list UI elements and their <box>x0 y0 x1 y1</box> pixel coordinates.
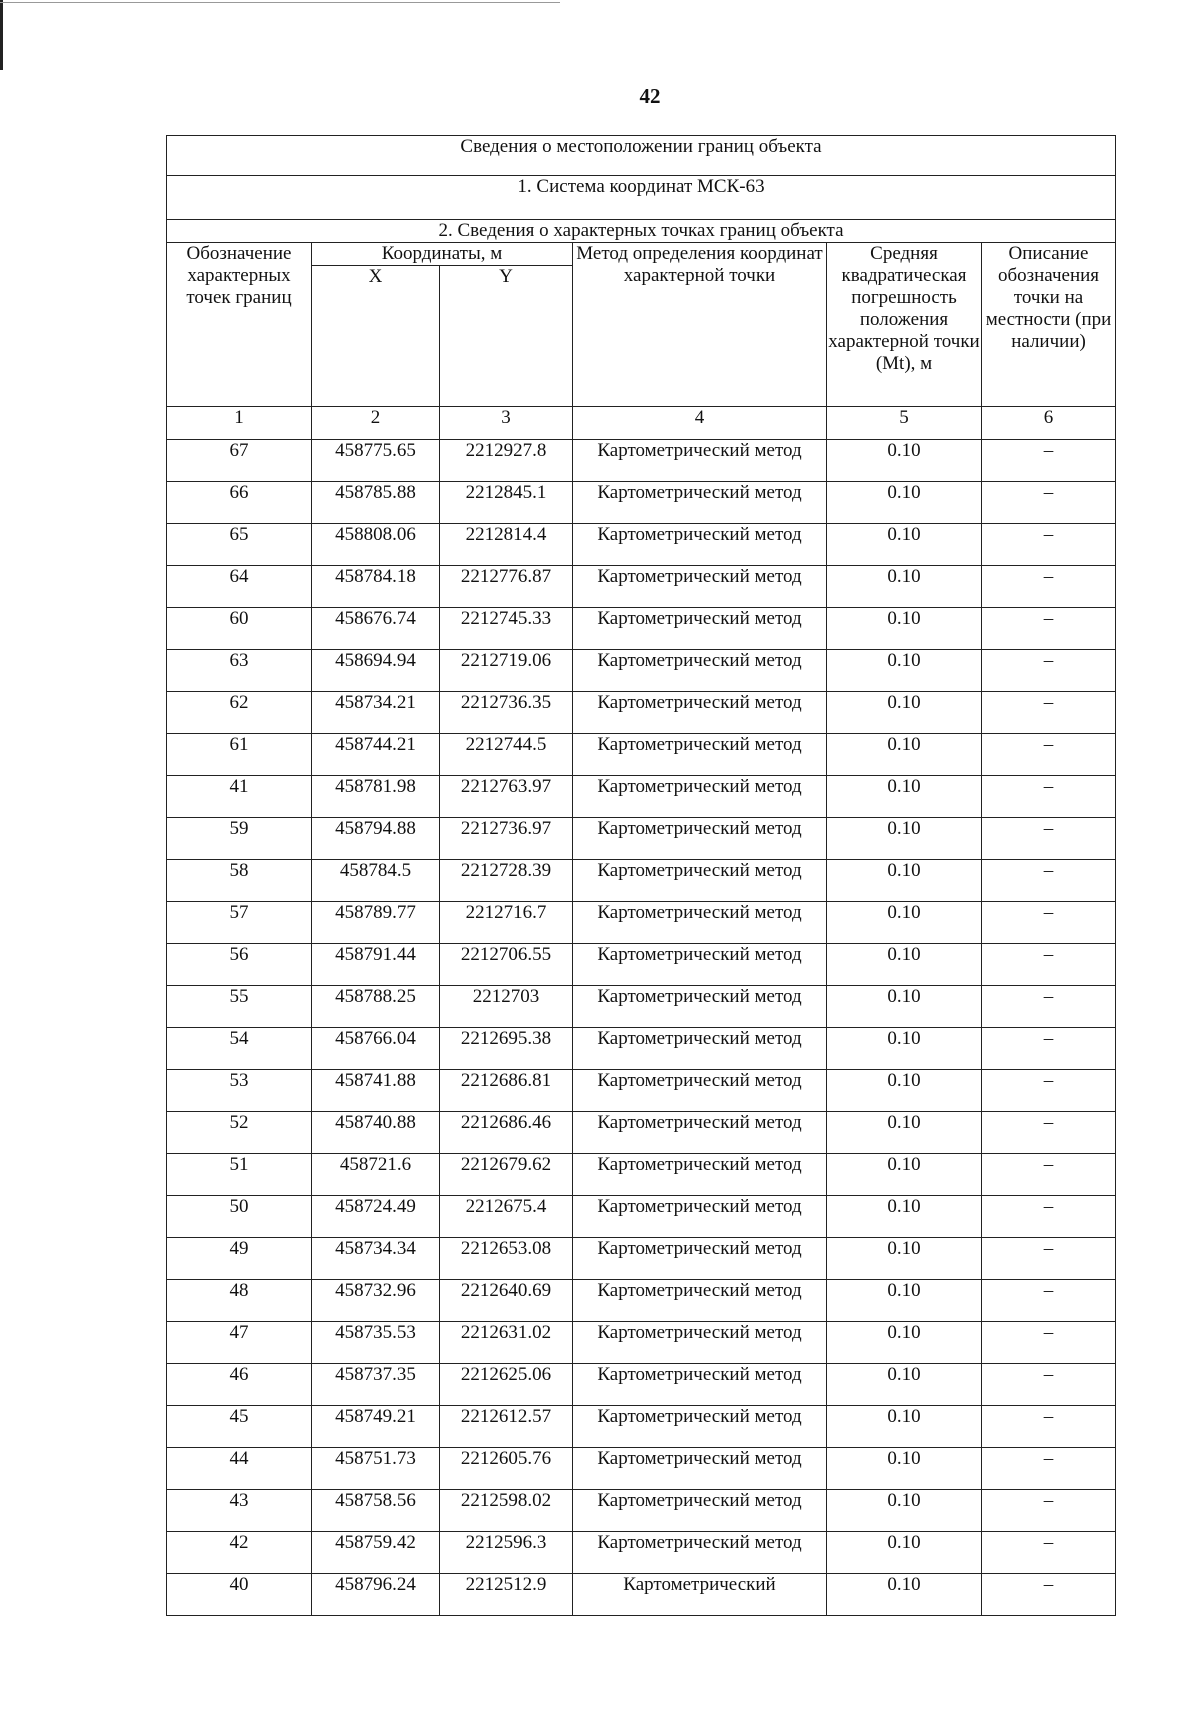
method-cell: Картометрический метод <box>573 1154 827 1196</box>
y-coordinate-cell: 2212776.87 <box>440 566 573 608</box>
header-point-designation: Обозначение характерных точек границ <box>167 243 312 407</box>
accuracy-cell: 0.10 <box>827 1112 982 1154</box>
method-cell: Картометрический <box>573 1574 827 1616</box>
table-row <box>167 734 1116 776</box>
y-coordinate-cell: 2212625.06 <box>440 1364 573 1406</box>
accuracy-cell: 0.10 <box>827 566 982 608</box>
accuracy-cell: 0.10 <box>827 1406 982 1448</box>
x-coordinate-cell: 458788.25 <box>312 986 440 1028</box>
y-coordinate-cell: 2212686.81 <box>440 1070 573 1112</box>
point-id-cell: 55 <box>167 986 312 1028</box>
point-id-cell: 41 <box>167 776 312 818</box>
coord-system: 1. Система координат МСК-63 <box>167 176 1116 220</box>
x-coordinate-cell: 458791.44 <box>312 944 440 986</box>
table-row <box>167 944 1116 986</box>
description-cell: – <box>982 1490 1116 1532</box>
header-description: Описание обозначения точки на местности (при наличии) <box>982 243 1116 407</box>
description-cell: – <box>982 986 1116 1028</box>
point-id-cell: 43 <box>167 1490 312 1532</box>
accuracy-cell: 0.10 <box>827 1322 982 1364</box>
method-cell: Картометрический метод <box>573 692 827 734</box>
method-cell: Картометрический метод <box>573 1364 827 1406</box>
y-coordinate-cell: 2212631.02 <box>440 1322 573 1364</box>
point-id-cell: 49 <box>167 1238 312 1280</box>
description-cell: – <box>982 1196 1116 1238</box>
x-coordinate-cell: 458796.24 <box>312 1574 440 1616</box>
description-cell: – <box>982 1406 1116 1448</box>
description-cell: – <box>982 1364 1116 1406</box>
table-row <box>167 1448 1116 1490</box>
x-coordinate-cell: 458785.88 <box>312 482 440 524</box>
accuracy-cell: 0.10 <box>827 1490 982 1532</box>
y-coordinate-cell: 2212763.97 <box>440 776 573 818</box>
table-row <box>167 818 1116 860</box>
y-coordinate-cell: 2212596.3 <box>440 1532 573 1574</box>
accuracy-cell: 0.10 <box>827 608 982 650</box>
accuracy-cell: 0.10 <box>827 1070 982 1112</box>
point-id-cell: 65 <box>167 524 312 566</box>
x-coordinate-cell: 458759.42 <box>312 1532 440 1574</box>
y-coordinate-cell: 2212512.9 <box>440 1574 573 1616</box>
boundary-points-table <box>166 135 1116 1616</box>
accuracy-cell: 0.10 <box>827 1532 982 1574</box>
table-row <box>167 1490 1116 1532</box>
col-number: 4 <box>573 407 827 440</box>
description-cell: – <box>982 1238 1116 1280</box>
point-id-cell: 58 <box>167 860 312 902</box>
description-cell: – <box>982 650 1116 692</box>
point-id-cell: 62 <box>167 692 312 734</box>
scan-top-line <box>0 2 560 3</box>
point-id-cell: 54 <box>167 1028 312 1070</box>
x-coordinate-cell: 458784.18 <box>312 566 440 608</box>
table-row <box>167 1238 1116 1280</box>
description-cell: – <box>982 1532 1116 1574</box>
point-id-cell: 53 <box>167 1070 312 1112</box>
accuracy-cell: 0.10 <box>827 902 982 944</box>
description-cell: – <box>982 860 1116 902</box>
description-cell: – <box>982 1154 1116 1196</box>
x-coordinate-cell: 458737.35 <box>312 1364 440 1406</box>
method-cell: Картометрический метод <box>573 1322 827 1364</box>
method-cell: Картометрический метод <box>573 902 827 944</box>
table-row <box>167 1322 1116 1364</box>
accuracy-cell: 0.10 <box>827 692 982 734</box>
table-row <box>167 1028 1116 1070</box>
y-coordinate-cell: 2212640.69 <box>440 1280 573 1322</box>
method-cell: Картометрический метод <box>573 1532 827 1574</box>
table-row <box>167 776 1116 818</box>
y-coordinate-cell: 2212706.55 <box>440 944 573 986</box>
x-coordinate-cell: 458758.56 <box>312 1490 440 1532</box>
header-coordinates: Координаты, м <box>312 243 573 266</box>
accuracy-cell: 0.10 <box>827 482 982 524</box>
col-number: 5 <box>827 407 982 440</box>
method-cell: Картометрический метод <box>573 524 827 566</box>
x-coordinate-cell: 458744.21 <box>312 734 440 776</box>
accuracy-cell: 0.10 <box>827 860 982 902</box>
accuracy-cell: 0.10 <box>827 776 982 818</box>
col-number: 2 <box>312 407 440 440</box>
accuracy-cell: 0.10 <box>827 986 982 1028</box>
y-coordinate-cell: 2212695.38 <box>440 1028 573 1070</box>
accuracy-cell: 0.10 <box>827 734 982 776</box>
method-cell: Картометрический метод <box>573 1448 827 1490</box>
method-cell: Картометрический метод <box>573 986 827 1028</box>
accuracy-cell: 0.10 <box>827 1196 982 1238</box>
point-id-cell: 64 <box>167 566 312 608</box>
accuracy-cell: 0.10 <box>827 1280 982 1322</box>
accuracy-cell: 0.10 <box>827 1574 982 1616</box>
method-cell: Картометрический метод <box>573 1238 827 1280</box>
description-cell: – <box>982 1448 1116 1490</box>
method-cell: Картометрический метод <box>573 860 827 902</box>
header-method: Метод определения координат характерной точки <box>573 243 827 407</box>
point-id-cell: 61 <box>167 734 312 776</box>
y-coordinate-cell: 2212679.62 <box>440 1154 573 1196</box>
table-row <box>167 1070 1116 1112</box>
description-cell: – <box>982 1280 1116 1322</box>
table-row <box>167 1154 1116 1196</box>
description-cell: – <box>982 1028 1116 1070</box>
method-cell: Картометрический метод <box>573 944 827 986</box>
section-title: 2. Сведения о характерных точках границ объекта <box>167 220 1116 243</box>
table-row <box>167 1112 1116 1154</box>
method-cell: Картометрический метод <box>573 776 827 818</box>
x-coordinate-cell: 458789.77 <box>312 902 440 944</box>
x-coordinate-cell: 458808.06 <box>312 524 440 566</box>
x-coordinate-cell: 458781.98 <box>312 776 440 818</box>
accuracy-cell: 0.10 <box>827 524 982 566</box>
y-coordinate-cell: 2212736.97 <box>440 818 573 860</box>
table-row <box>167 986 1116 1028</box>
page-number: 42 <box>639 84 661 108</box>
accuracy-cell: 0.10 <box>827 1028 982 1070</box>
y-coordinate-cell: 2212728.39 <box>440 860 573 902</box>
method-cell: Картометрический метод <box>573 1406 827 1448</box>
point-id-cell: 45 <box>167 1406 312 1448</box>
accuracy-cell: 0.10 <box>827 650 982 692</box>
accuracy-cell: 0.10 <box>827 440 982 482</box>
x-coordinate-cell: 458732.96 <box>312 1280 440 1322</box>
x-coordinate-cell: 458749.21 <box>312 1406 440 1448</box>
description-cell: – <box>982 734 1116 776</box>
description-cell: – <box>982 524 1116 566</box>
method-cell: Картометрический метод <box>573 440 827 482</box>
point-id-cell: 60 <box>167 608 312 650</box>
point-id-cell: 50 <box>167 1196 312 1238</box>
x-coordinate-cell: 458766.04 <box>312 1028 440 1070</box>
y-coordinate-cell: 2212736.35 <box>440 692 573 734</box>
x-coordinate-cell: 458741.88 <box>312 1070 440 1112</box>
method-cell: Картометрический метод <box>573 1028 827 1070</box>
description-cell: – <box>982 1070 1116 1112</box>
description-cell: – <box>982 440 1116 482</box>
table-row <box>167 440 1116 482</box>
x-coordinate-cell: 458740.88 <box>312 1112 440 1154</box>
y-coordinate-cell: 2212675.4 <box>440 1196 573 1238</box>
description-cell: – <box>982 818 1116 860</box>
table-row <box>167 692 1116 734</box>
table-row <box>167 902 1116 944</box>
table-row <box>167 482 1116 524</box>
table-row <box>167 650 1116 692</box>
point-id-cell: 51 <box>167 1154 312 1196</box>
accuracy-cell: 0.10 <box>827 944 982 986</box>
y-coordinate-cell: 2212653.08 <box>440 1238 573 1280</box>
description-cell: – <box>982 482 1116 524</box>
x-coordinate-cell: 458694.94 <box>312 650 440 692</box>
table-caption: Сведения о местоположении границ объекта <box>167 136 1116 176</box>
y-coordinate-cell: 2212598.02 <box>440 1490 573 1532</box>
description-cell: – <box>982 944 1116 986</box>
x-coordinate-cell: 458794.88 <box>312 818 440 860</box>
y-coordinate-cell: 2212605.76 <box>440 1448 573 1490</box>
description-cell: – <box>982 1322 1116 1364</box>
method-cell: Картометрический метод <box>573 566 827 608</box>
table-row <box>167 608 1116 650</box>
table-row <box>167 1364 1116 1406</box>
point-id-cell: 47 <box>167 1322 312 1364</box>
description-cell: – <box>982 692 1116 734</box>
method-cell: Картометрический метод <box>573 1196 827 1238</box>
point-id-cell: 59 <box>167 818 312 860</box>
x-coordinate-cell: 458775.65 <box>312 440 440 482</box>
header-accuracy: Средняя квадратическая погрешность положения характерной точки (Mt), м <box>827 243 982 407</box>
y-coordinate-cell: 2212612.57 <box>440 1406 573 1448</box>
y-coordinate-cell: 2212719.06 <box>440 650 573 692</box>
point-id-cell: 48 <box>167 1280 312 1322</box>
method-cell: Картометрический метод <box>573 650 827 692</box>
point-id-cell: 67 <box>167 440 312 482</box>
table-row <box>167 524 1116 566</box>
y-coordinate-cell: 2212845.1 <box>440 482 573 524</box>
x-coordinate-cell: 458676.74 <box>312 608 440 650</box>
method-cell: Картометрический метод <box>573 608 827 650</box>
description-cell: – <box>982 1574 1116 1616</box>
accuracy-cell: 0.10 <box>827 1364 982 1406</box>
col-number: 3 <box>440 407 573 440</box>
table-row <box>167 566 1116 608</box>
point-id-cell: 63 <box>167 650 312 692</box>
point-id-cell: 57 <box>167 902 312 944</box>
col-number: 1 <box>167 407 312 440</box>
table-row <box>167 1406 1116 1448</box>
col-number: 6 <box>982 407 1116 440</box>
point-id-cell: 40 <box>167 1574 312 1616</box>
description-cell: – <box>982 608 1116 650</box>
accuracy-cell: 0.10 <box>827 1154 982 1196</box>
table-row <box>167 1196 1116 1238</box>
point-id-cell: 46 <box>167 1364 312 1406</box>
description-cell: – <box>982 776 1116 818</box>
method-cell: Картометрический метод <box>573 734 827 776</box>
y-coordinate-cell: 2212703 <box>440 986 573 1028</box>
point-id-cell: 42 <box>167 1532 312 1574</box>
description-cell: – <box>982 902 1116 944</box>
accuracy-cell: 0.10 <box>827 1238 982 1280</box>
method-cell: Картометрический метод <box>573 1070 827 1112</box>
method-cell: Картометрический метод <box>573 1490 827 1532</box>
x-coordinate-cell: 458734.21 <box>312 692 440 734</box>
x-coordinate-cell: 458735.53 <box>312 1322 440 1364</box>
description-cell: – <box>982 1112 1116 1154</box>
point-id-cell: 52 <box>167 1112 312 1154</box>
point-id-cell: 44 <box>167 1448 312 1490</box>
header-x: X <box>312 266 440 407</box>
accuracy-cell: 0.10 <box>827 1448 982 1490</box>
y-coordinate-cell: 2212814.4 <box>440 524 573 566</box>
point-id-cell: 66 <box>167 482 312 524</box>
x-coordinate-cell: 458724.49 <box>312 1196 440 1238</box>
method-cell: Картометрический метод <box>573 1112 827 1154</box>
x-coordinate-cell: 458784.5 <box>312 860 440 902</box>
y-coordinate-cell: 2212744.5 <box>440 734 573 776</box>
header-y: Y <box>440 266 573 407</box>
table-row <box>167 860 1116 902</box>
table-row <box>167 1280 1116 1322</box>
point-id-cell: 56 <box>167 944 312 986</box>
y-coordinate-cell: 2212927.8 <box>440 440 573 482</box>
method-cell: Картометрический метод <box>573 818 827 860</box>
accuracy-cell: 0.10 <box>827 818 982 860</box>
y-coordinate-cell: 2212745.33 <box>440 608 573 650</box>
table-row <box>167 1574 1116 1616</box>
table-row <box>167 1532 1116 1574</box>
method-cell: Картометрический метод <box>573 482 827 524</box>
scan-edge-mark <box>0 0 3 70</box>
method-cell: Картометрический метод <box>573 1280 827 1322</box>
x-coordinate-cell: 458721.6 <box>312 1154 440 1196</box>
description-cell: – <box>982 566 1116 608</box>
y-coordinate-cell: 2212686.46 <box>440 1112 573 1154</box>
x-coordinate-cell: 458734.34 <box>312 1238 440 1280</box>
y-coordinate-cell: 2212716.7 <box>440 902 573 944</box>
x-coordinate-cell: 458751.73 <box>312 1448 440 1490</box>
